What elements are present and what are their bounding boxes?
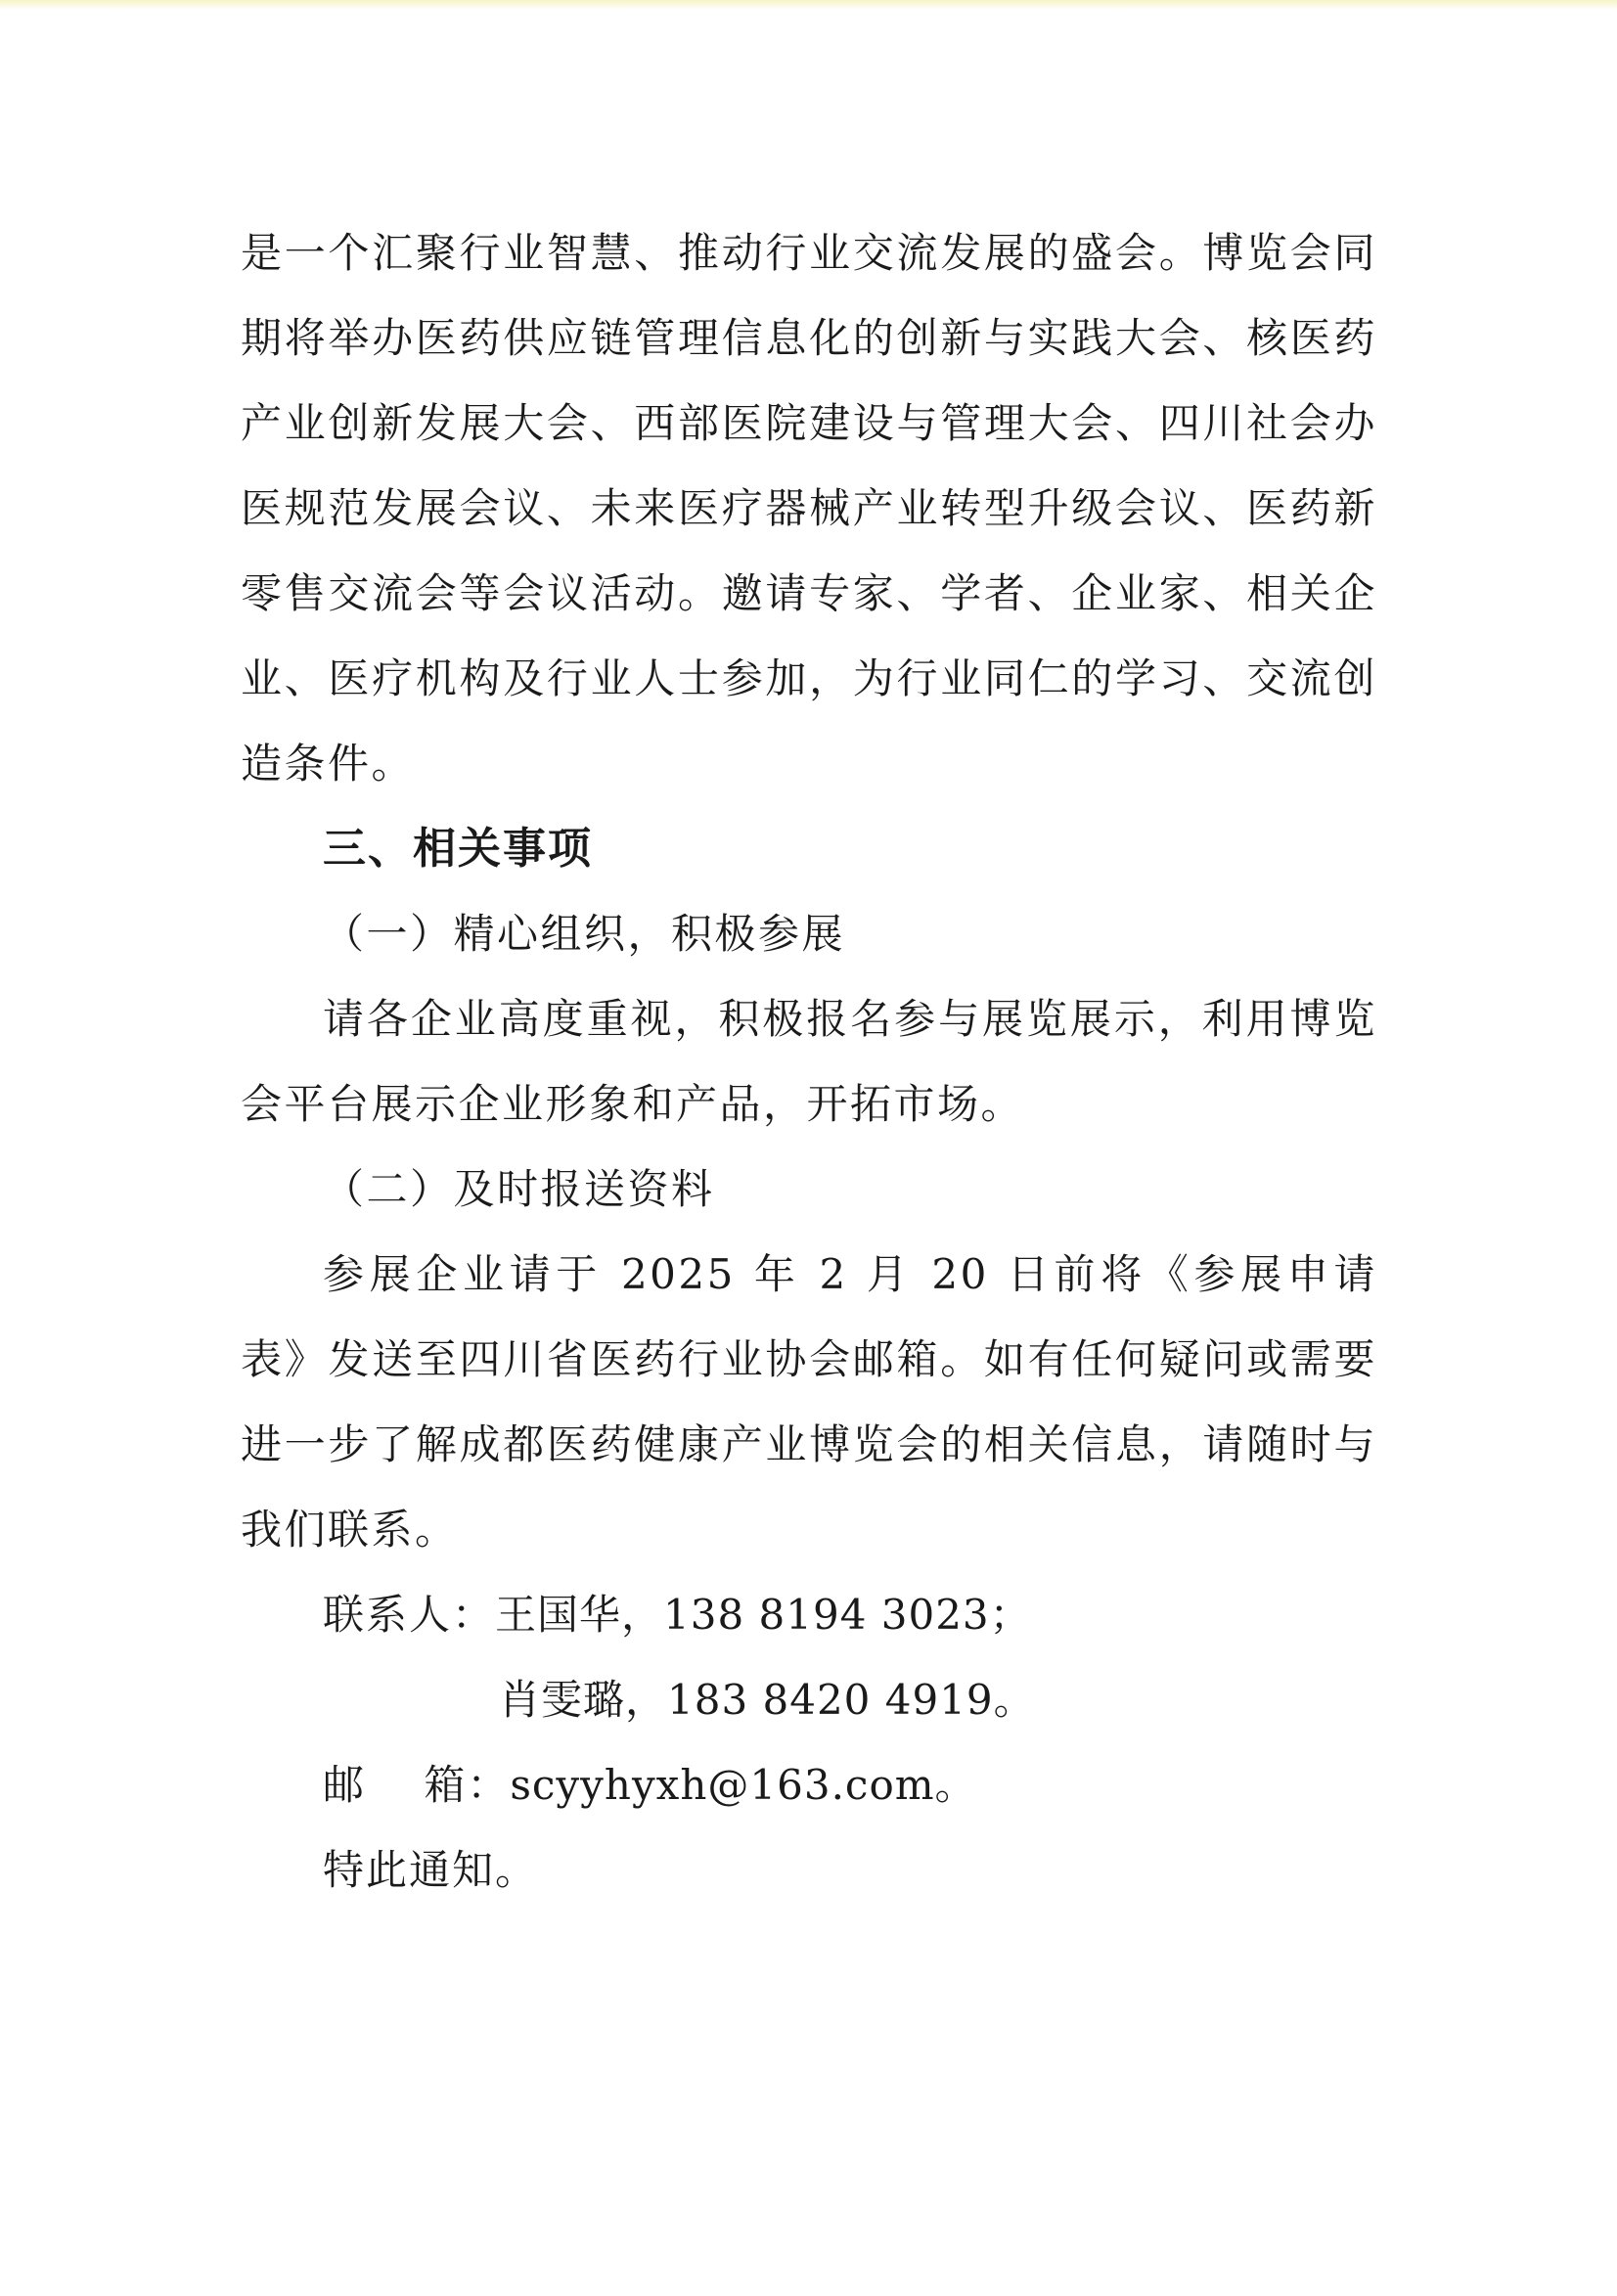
email-line: [241, 1742, 1377, 1827]
contact-label: 联系人：: [323, 1591, 496, 1639]
contact-person-2: 肖雯璐，183 8420 4919。: [499, 1676, 1036, 1724]
section-3-heading: 三、相关事项: [323, 824, 593, 874]
email-label: 邮 箱：: [323, 1761, 511, 1809]
subsection-2-body: 参展企业请于 2025 年 2 月 20 日前将《参展申请表》发送至四川省医药行业协会邮箱。如有任何疑问或需要进一步了解成都医药健康产业博览会的相关信息，请随时与我们联系。: [241, 1250, 1378, 1553]
closing-line: 特此通知。: [323, 1846, 539, 1894]
scan-top-band: [0, 0, 1617, 10]
subsection-2-heading: （二）及时报送资料: [323, 1165, 715, 1213]
subsection-1-heading: （一）精心组织，积极参展: [323, 910, 846, 958]
paragraph-continuation: 是一个汇聚行业智慧、推动行业交流发展的盛会。博览会同期将举办医药供应链管理信息化的创新与实践大会、核医药产业创新发展大会、西部医院建设与管理大会、四川社会办医规范发展会议、未来医疗器械产业转型升级会议、医药新零售交流会等会议活动。邀请专家、学者、企业家、相关企业、医疗机构及行业人士参加，为行业同仁的学习、交流创造条件。: [241, 229, 1377, 788]
subsection-1-body: 请各企业高度重视，积极报名参与展览展示，利用博览会平台展示企业形象和产品，开拓市场。: [241, 995, 1377, 1128]
email-address: scyyhyxh@163.com。: [510, 1761, 977, 1809]
document-body: [241, 210, 1377, 1913]
contact-line-1: [241, 1572, 1377, 1657]
contact-person-1: 王国华，138 8194 3023；: [495, 1591, 1032, 1639]
contact-line-2: [241, 1657, 1377, 1742]
